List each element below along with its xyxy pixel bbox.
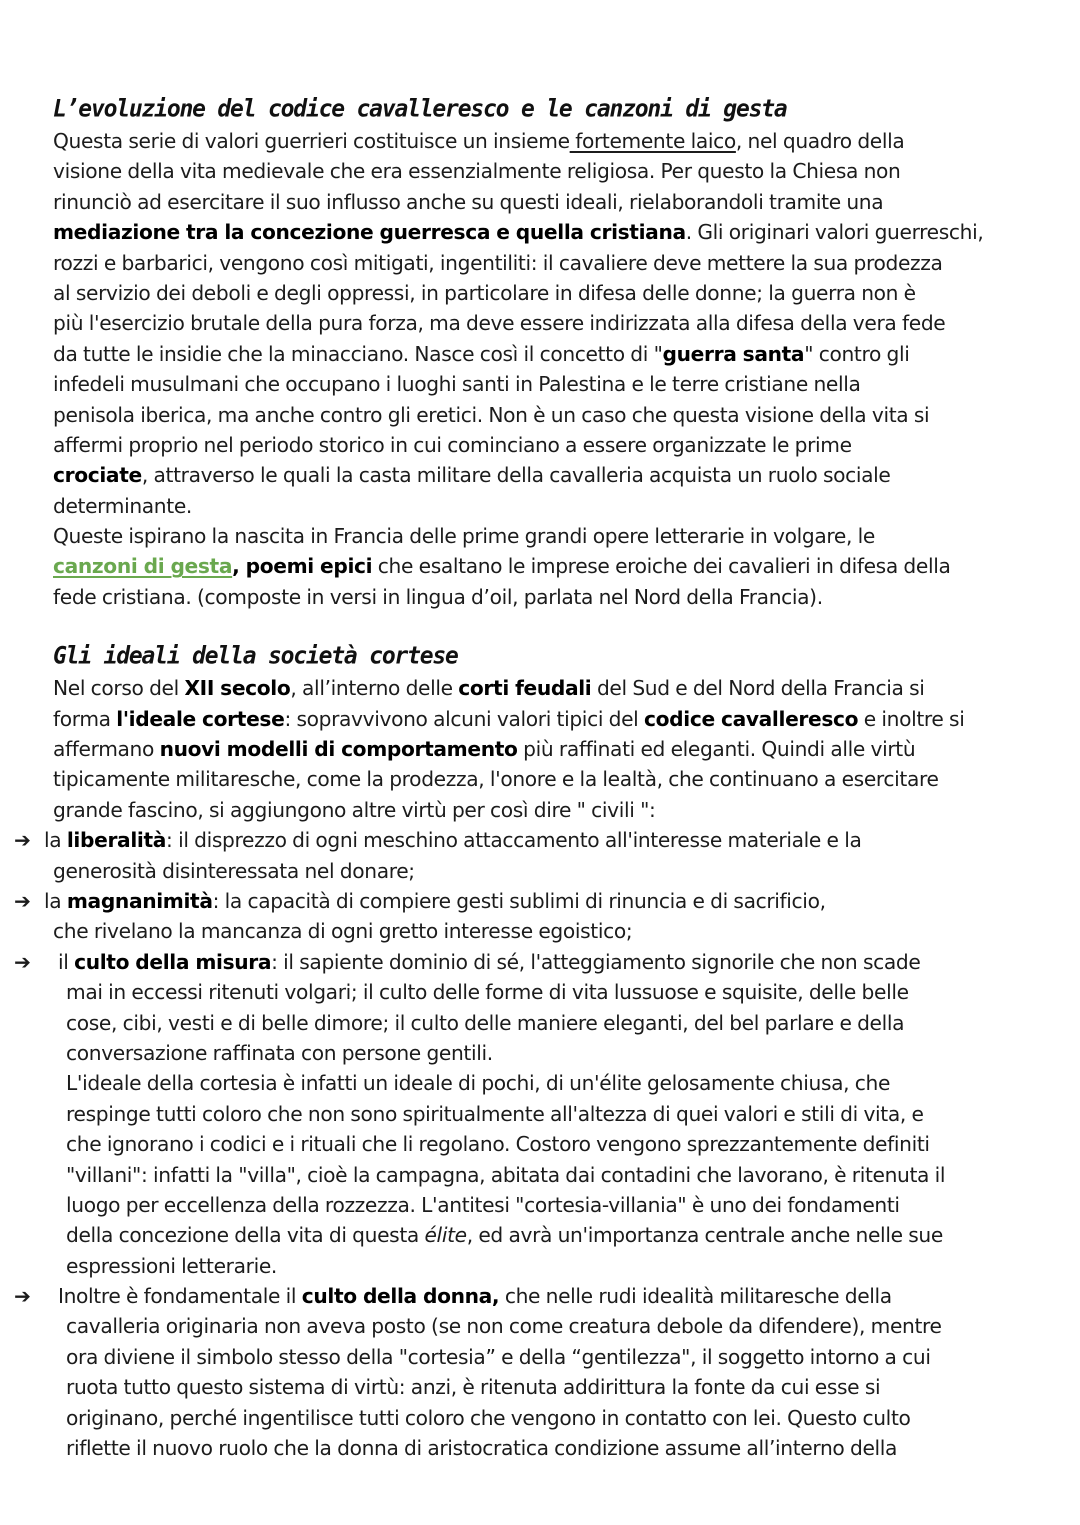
text-line: visione della vita medievale che era essenzialmente religiosa. Per questo la Chiesa non — [53, 159, 901, 184]
text-line: cavalleria originaria non aveva posto (se non come creatura debole da difendere), mentre — [66, 1314, 942, 1339]
text-line: espressioni letterarie. — [66, 1253, 277, 1278]
text-line: affermano nuovi modelli di comportamento più raffinati ed eleganti. Quindi alle virtù — [53, 737, 916, 762]
text-line: ora diviene il simbolo stesso della "cortesia” e della “gentilezza", il soggetto intorno a cui — [66, 1344, 931, 1369]
text-line: canzoni di gesta, poemi epici che esaltano le imprese eroiche dei cavalieri in difesa della — [53, 554, 951, 579]
text-line: cose, cibi, vesti e di belle dimore; il culto delle maniere eleganti, del bel parlare e della — [66, 1010, 905, 1035]
text-line: forma l'ideale cortese: sopravvivono alcuni valori tipici del codice cavalleresco e inoltre si — [53, 706, 965, 731]
bold-phrase: poemi epici — [245, 554, 373, 579]
text-line: della concezione della vita di questa élite, ed avrà un'importanza centrale anche nelle sue — [66, 1223, 943, 1248]
italic-word: élite — [424, 1223, 467, 1248]
text-line: Queste ispirano la nascita in Francia delle prime grandi opere letterarie in volgare, le — [53, 524, 875, 549]
text-line: affermi proprio nel periodo storico in cui cominciano a essere organizzate le prime — [53, 432, 852, 457]
text-line: originano, perché ingentilisce tutti coloro che vengono in contatto con lei. Questo culto — [66, 1405, 911, 1430]
text-line: Questa serie di valori guerrieri costituisce un insieme fortemente laico, nel quadro della — [53, 129, 905, 153]
text-line: mai in eccessi ritenuti volgari; il culto delle forme di vita lussuose e squisite, delle belle — [66, 980, 909, 1005]
virtues-bullet-list — [14, 825, 1043, 1463]
document-page — [14, 92, 1043, 1463]
text-line: da tutte le insidie che la minacciano. Nasce così il concetto di "guerra santa" contro gli — [53, 341, 910, 366]
list-item-liberalita: ➔ la liberalità: il disprezzo di ogni meschino attaccamento all'interesse materiale e la — [0, 825, 1043, 855]
text-line: al servizio dei deboli e degli oppressi, in particolare in difesa delle donne; la guerra non è — [53, 280, 916, 305]
text-line: rozzi e barbarici, vengono così mitigati, ingentiliti: il cavaliere deve mettere la sua prodezza — [53, 250, 943, 275]
canzoni-di-gesta-link[interactable]: canzoni di gesta — [53, 554, 233, 579]
text-line: riflette il nuovo ruolo che la donna di aristocratica condizione assume all’interno della — [66, 1436, 898, 1461]
paragraph-ideali-intro — [53, 673, 1043, 825]
arrow-right-icon: ➔ — [14, 828, 31, 853]
text-line: determinante. — [53, 493, 192, 518]
list-item-culto-misura: ➔ il culto della misura: il sapiente dominio di sé, l'atteggiamento signorile che non scade — [0, 947, 1043, 977]
underlined-phrase: fortemente laico — [569, 129, 736, 153]
text-line: crociate, attraverso le quali la casta militare della cavalleria acquista un ruolo sociale — [53, 463, 891, 488]
text-line: generosità disinteressata nel donare; — [53, 858, 415, 883]
text-line: conversazione raffinata con persone gentili. — [66, 1040, 493, 1065]
text-line: Nel corso del XII secolo, all’interno delle corti feudali del Sud e del Nord della Francia si — [53, 676, 925, 701]
text-line: fede cristiana. (composte in versi in lingua d’oil, parlata nel Nord della Francia). — [53, 584, 823, 609]
text-line: che rivelano la mancanza di ogni gretto interesse egoistico; — [53, 919, 633, 944]
arrow-right-icon: ➔ — [14, 949, 31, 974]
text-line: respinge tutti coloro che non sono spiritualmente all'altezza di quei valori e stili di vita, e — [66, 1101, 924, 1126]
text-line: grande fascino, si aggiungono altre virtù per così dire " civili ": — [53, 797, 656, 822]
list-item-magnanimita: ➔ la magnanimità: la capacità di compiere gesti sublimi di rinuncia e di sacrificio, — [0, 886, 1043, 916]
text-line: rinunciò ad esercitare il suo influsso anche su questi ideali, rielaborandoli tramite una — [53, 189, 884, 214]
bold-phrase: mediazione tra la concezione guerresca e quella cristiana — [53, 220, 686, 245]
section-heading-ideali-cortesi: Gli ideali della società cortese — [53, 642, 458, 670]
section-heading-evoluzione: L’evoluzione del codice cavalleresco e le canzoni di gesta — [53, 95, 787, 123]
bold-phrase: guerra santa — [662, 341, 805, 366]
text-line: più l'esercizio brutale della pura forza, ma deve essere indirizzata alla difesa della vera fede — [53, 311, 946, 336]
text-line: che ignorano i codici e i rituali che li regolano. Costoro vengono sprezzantemente definiti — [66, 1132, 930, 1157]
text-line: L'ideale della cortesia è infatti un ideale di pochi, di un'élite gelosamente chiusa, che — [66, 1071, 891, 1096]
text-line: luogo per eccellenza della rozzezza. L'antitesi "cortesia-villania" è uno dei fondamenti — [66, 1192, 900, 1217]
bold-phrase: crociate — [53, 463, 142, 488]
text-line: ruota tutto questo sistema di virtù: anzi, è ritenuta addirittura la fonte da cui esse si — [66, 1375, 881, 1400]
text-line: infedeli musulmani che occupano i luoghi santi in Palestina e le terre cristiane nella — [53, 372, 861, 397]
text-line: penisola iberica, ma anche contro gli eretici. Non è un caso che questa visione della vita si — [53, 402, 930, 427]
arrow-right-icon: ➔ — [14, 888, 31, 913]
paragraph-evoluzione — [53, 126, 1043, 612]
text-line: mediazione tra la concezione guerresca e quella cristiana. Gli originari valori guerreschi, — [53, 220, 984, 245]
list-item-culto-donna: ➔ Inoltre è fondamentale il culto della donna, che nelle rudi idealità militaresche della — [0, 1281, 1043, 1311]
arrow-right-icon: ➔ — [14, 1284, 31, 1309]
text-line: "villani": infatti la "villa", cioè la campagna, abitata dai contadini che lavorano, è ritenuta il — [66, 1162, 946, 1187]
text-line: tipicamente militaresche, come la prodezza, l'onore e la lealtà, che continuano a esercitare — [53, 767, 939, 792]
